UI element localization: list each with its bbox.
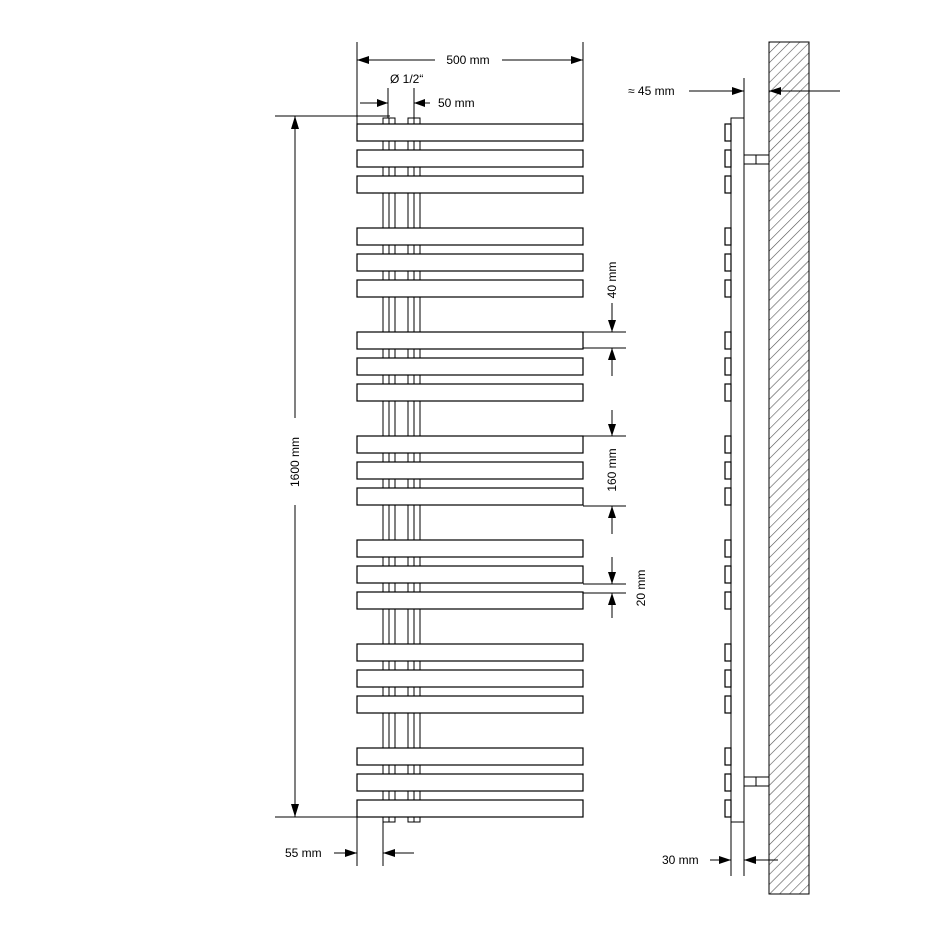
radiator-bar-end bbox=[725, 592, 731, 609]
radiator-bar bbox=[357, 800, 583, 817]
dim-group-pitch bbox=[583, 410, 626, 534]
radiator-bar-end bbox=[725, 800, 731, 817]
arrow-head bbox=[608, 506, 616, 518]
radiator-bar bbox=[357, 280, 583, 297]
label-gap: 20 mm bbox=[634, 569, 648, 607]
label-connection-spacing: 50 mm bbox=[438, 96, 475, 110]
label-group-pitch: 160 mm bbox=[605, 448, 619, 492]
dim-depth bbox=[662, 822, 778, 876]
radiator-bar bbox=[357, 488, 583, 505]
arrow-head bbox=[291, 804, 299, 817]
arrow-head bbox=[608, 424, 616, 436]
radiator-bar bbox=[357, 228, 583, 245]
dim-pipe-offset bbox=[285, 817, 414, 866]
radiator-bar-end bbox=[725, 436, 731, 453]
arrow-head bbox=[383, 849, 395, 857]
side-collector bbox=[731, 118, 744, 822]
radiator-bar-end bbox=[725, 254, 731, 271]
radiator-bar bbox=[357, 540, 583, 557]
arrow-head bbox=[608, 572, 616, 584]
dim-bar-pitch bbox=[583, 262, 626, 376]
radiator-bar-end bbox=[725, 696, 731, 713]
dim-gap bbox=[583, 557, 648, 618]
radiator-bar bbox=[357, 254, 583, 271]
label-total-width: 500 mm bbox=[446, 53, 490, 67]
side-bars bbox=[725, 124, 731, 817]
radiator-bar-end bbox=[725, 774, 731, 791]
arrow-head bbox=[719, 856, 731, 864]
label-wall-distance: ≈ 45 mm bbox=[628, 84, 675, 98]
radiator-bar bbox=[357, 696, 583, 713]
radiator-bar-end bbox=[725, 540, 731, 557]
radiator-bar-end bbox=[725, 644, 731, 661]
radiator-bar bbox=[357, 436, 583, 453]
label-connection-diameter: Ø 1/2“ bbox=[390, 72, 424, 86]
front-view bbox=[275, 42, 648, 866]
arrow-head bbox=[608, 593, 616, 605]
radiator-bar-end bbox=[725, 124, 731, 141]
radiator-bar bbox=[357, 384, 583, 401]
side-view bbox=[628, 42, 840, 894]
radiator-bar bbox=[357, 592, 583, 609]
radiator-bar-end bbox=[725, 384, 731, 401]
arrow-head bbox=[571, 56, 583, 64]
dim-connection bbox=[360, 72, 475, 118]
label-pipe-offset: 55 mm bbox=[285, 846, 322, 860]
arrow-head bbox=[608, 320, 616, 332]
label-total-height: 1600 mm bbox=[288, 436, 302, 488]
wall-hatching bbox=[769, 42, 809, 894]
arrow-head bbox=[608, 348, 616, 360]
radiator-bar-end bbox=[725, 462, 731, 479]
radiator-bar-end bbox=[725, 332, 731, 349]
front-bars bbox=[357, 124, 583, 817]
arrow-head bbox=[377, 99, 388, 107]
radiator-bar-end bbox=[725, 748, 731, 765]
radiator-bar-end bbox=[725, 176, 731, 193]
radiator-bar-end bbox=[725, 566, 731, 583]
radiator-bar bbox=[357, 748, 583, 765]
radiator-bar-end bbox=[725, 150, 731, 167]
radiator-bar bbox=[357, 332, 583, 349]
radiator-bar bbox=[357, 358, 583, 375]
label-depth: 30 mm bbox=[662, 853, 699, 867]
radiator-bar bbox=[357, 670, 583, 687]
radiator-bar bbox=[357, 774, 583, 791]
radiator-bar bbox=[357, 462, 583, 479]
arrow-head bbox=[291, 116, 299, 129]
arrow-head bbox=[744, 856, 756, 864]
radiator-bar-end bbox=[725, 280, 731, 297]
radiator-bar-end bbox=[725, 358, 731, 375]
arrow-head bbox=[357, 56, 369, 64]
label-bar-pitch: 40 mm bbox=[605, 261, 619, 299]
arrow-head bbox=[345, 849, 357, 857]
radiator-bar-end bbox=[725, 670, 731, 687]
radiator-bar bbox=[357, 150, 583, 167]
radiator-bar-end bbox=[725, 228, 731, 245]
radiator-bar bbox=[357, 176, 583, 193]
radiator-bar-end bbox=[725, 488, 731, 505]
radiator-bar bbox=[357, 124, 583, 141]
arrow-head bbox=[414, 99, 425, 107]
radiator-bar bbox=[357, 644, 583, 661]
arrow-head bbox=[732, 87, 744, 95]
radiator-bar bbox=[357, 566, 583, 583]
